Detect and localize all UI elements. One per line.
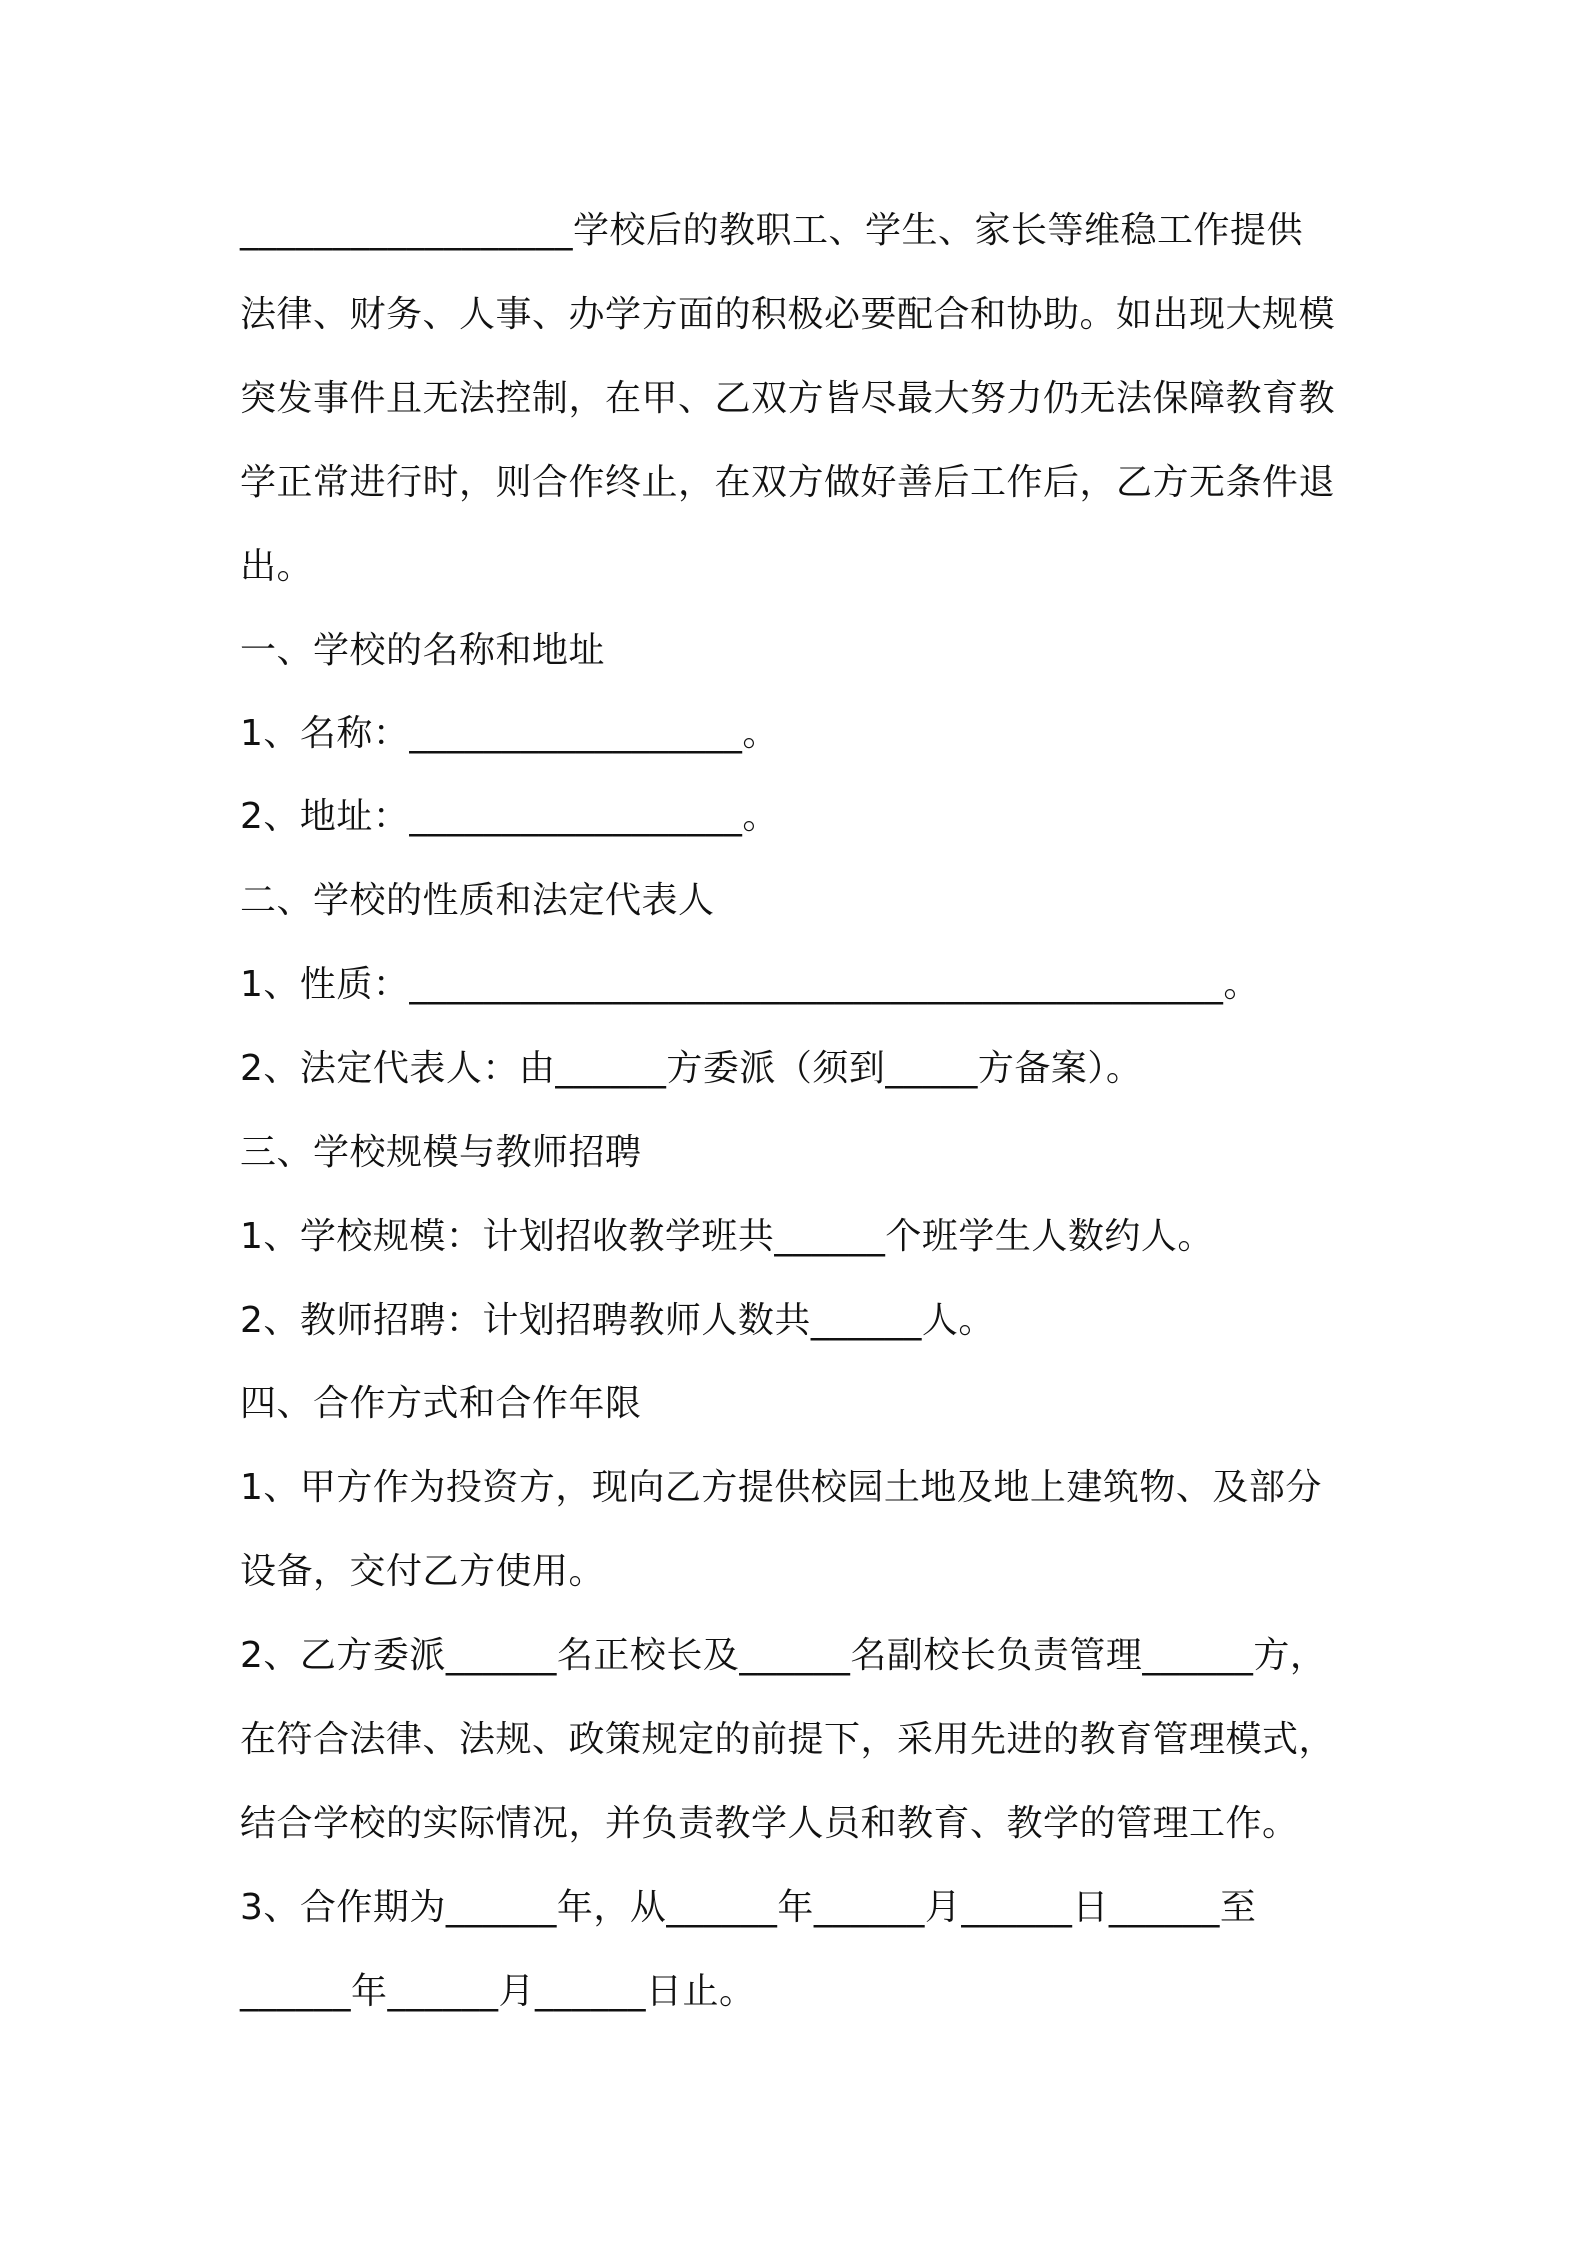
paragraph-line: 法律、财务、人事、办学方面的积极必要配合和协助。如出现大规模 <box>240 294 1336 335</box>
list-item: 1、学校规模：计划招收教学班共______个班学生人数约人。 <box>240 1216 1214 1257</box>
list-item: ______年______月______日止。 <box>240 1971 756 2012</box>
list-item: 1、性质：____________________________________________。 <box>240 964 1260 1005</box>
paragraph-line: __________________学校后的教职工、学生、家长等维稳工作提供 <box>240 210 1304 251</box>
list-item: 3、合作期为______年，从______年______月______日______至 <box>240 1887 1257 1928</box>
section-heading: 二、学校的性质和法定代表人 <box>240 880 715 921</box>
section-heading: 三、学校规模与教师招聘 <box>240 1132 642 1173</box>
section-heading: 四、合作方式和合作年限 <box>240 1383 642 1424</box>
list-item: 1、名称：__________________。 <box>240 713 779 754</box>
section-heading: 一、学校的名称和地址 <box>240 630 606 671</box>
list-item: 2、教师招聘：计划招聘教师人数共______人。 <box>240 1300 995 1341</box>
list-item: 1、甲方作为投资方，现向乙方提供校园土地及地上建筑物、及部分 <box>240 1467 1322 1508</box>
list-item: 设备，交付乙方使用。 <box>240 1551 606 1592</box>
list-item: 2、地址：__________________。 <box>240 796 779 837</box>
list-item: 在符合法律、法规、政策规定的前提下，采用先进的教育管理模式， <box>240 1719 1336 1760</box>
list-item: 2、法定代表人：由______方委派（须到_____方备案）。 <box>240 1048 1143 1089</box>
paragraph-line: 出。 <box>240 546 314 587</box>
paragraph-line: 突发事件且无法控制，在甲、乙双方皆尽最大努力仍无法保障教育教 <box>240 378 1336 419</box>
list-item: 2、乙方委派______名正校长及______名副校长负责管理______方， <box>240 1635 1327 1676</box>
paragraph-line: 学正常进行时，则合作终止，在双方做好善后工作后，乙方无条件退 <box>240 462 1336 503</box>
list-item: 结合学校的实际情况，并负责教学人员和教育、教学的管理工作。 <box>240 1803 1299 1844</box>
